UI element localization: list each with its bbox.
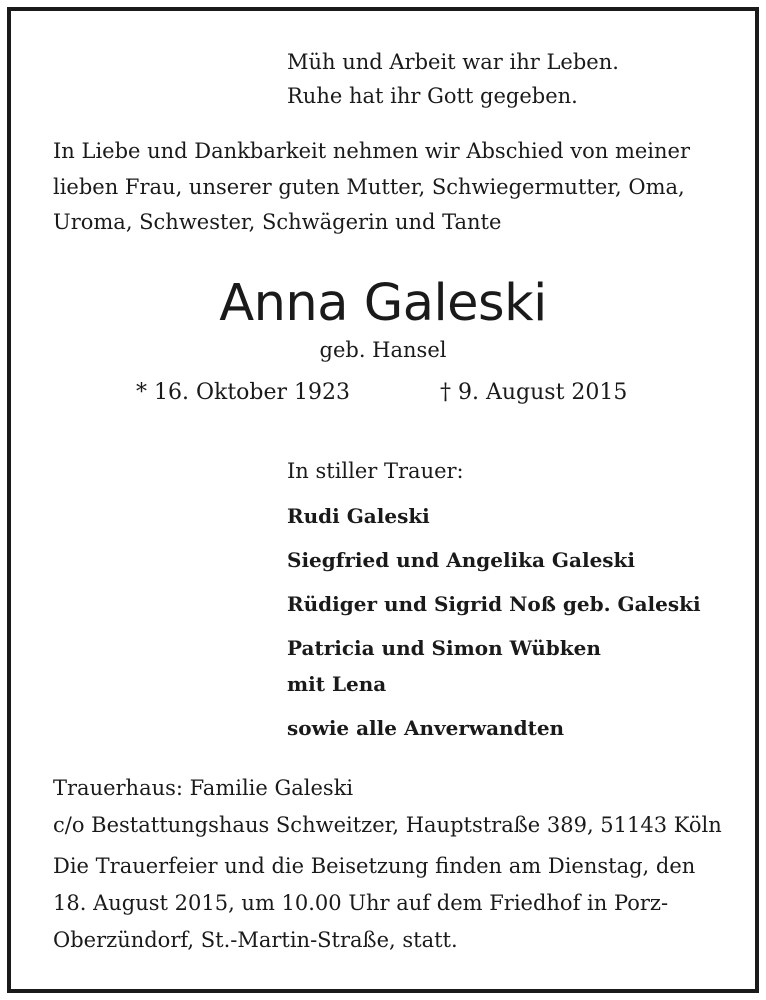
ceremony-info (53, 848, 695, 959)
maiden-name: geb. Hansel (319, 338, 447, 362)
deceased-name: Anna Galeski (219, 274, 547, 333)
birth-date: * 16. Oktober 1923 (136, 380, 351, 405)
mourner-item: Patricia und Simon Wübken (287, 636, 601, 660)
mourner-item: sowie alle Anverwandten (287, 716, 565, 740)
mourning-label: In stiller Trauer: (287, 459, 464, 483)
death-date: † 9. August 2015 (440, 380, 628, 405)
motto-line-1: Müh und Arbeit war ihr Leben. (287, 50, 619, 74)
house-line-2: c/o Bestattungshaus Schweitzer, Hauptstraße 389, 51143 Köln (53, 813, 722, 837)
mourner-item: Rudi Galeski (287, 504, 430, 528)
ceremony-line-3: Oberzündorf, St.-Martin-Straße, statt. (53, 928, 458, 952)
mourning-house (53, 770, 722, 844)
ceremony-line-2: 18. August 2015, um 10.00 Uhr auf dem Friedhof in Porz- (53, 891, 669, 915)
intro-line-3: Uroma, Schwester, Schwägerin und Tante (53, 210, 502, 234)
intro-text (53, 134, 690, 241)
intro-line-2: lieben Frau, unserer guten Mutter, Schwiegermutter, Oma, (53, 174, 685, 199)
ceremony-line-1: Die Trauerfeier und die Beisetzung finden am Dienstag, den (53, 854, 696, 878)
mourner-item: Siegfried und Angelika Galeski (287, 548, 636, 572)
motto-line-2: Ruhe hat ihr Gott gegeben. (287, 84, 578, 108)
motto (287, 45, 619, 113)
house-line-1: Trauerhaus: Familie Galeski (53, 776, 354, 800)
mourners-list (287, 498, 701, 754)
mourner-item: mit Lena (287, 672, 387, 696)
intro-line-1: In Liebe und Dankbarkeit nehmen wir Abschied von meiner (53, 139, 691, 163)
mourner-item: Rüdiger und Sigrid Noß geb. Galeski (287, 592, 701, 616)
